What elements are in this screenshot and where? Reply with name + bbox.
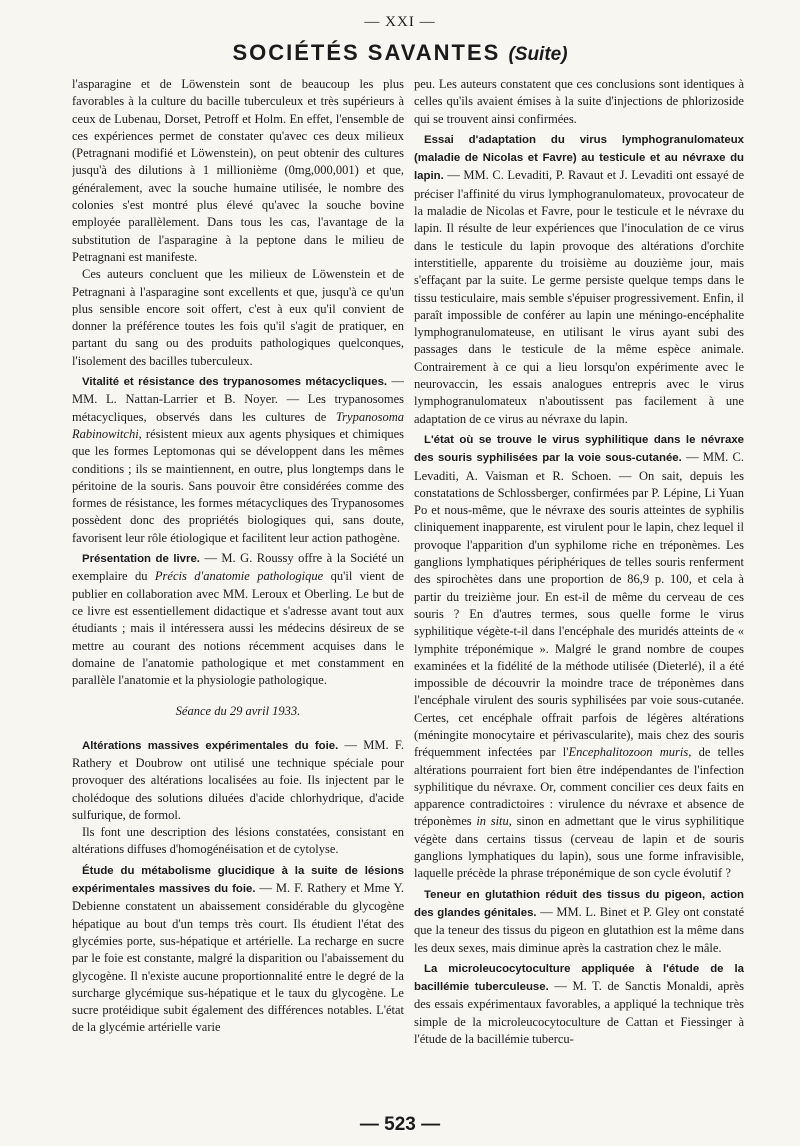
bottom-page-number: — 523 — <box>359 1114 441 1135</box>
paragraph-continued: l'asparagine et de Löwenstein sont de beaucoup les plus favorables à la culture du bacille tuberculeux et très supérieurs à ceux de Lubenau, Dorset, Petroff et Holm. En effet, l'ensemble de ces expériences permet de constater qu'avec ces deux milieux (Petragnani modifié et Löwenstein), on peut obtenir des cultures jusqu'à des dilutions à 1 millionième (0mg,000,001) et que, généralement, avec la souche humaine utilisée, le nombre des colonies s'est montré plus élevé qu'avec la souche bovine employée parallèlement. Dans tous les cas, l'avantage de la substitution de l'asparagine à la peptone dans le milieu de Petragnani est manifeste. <box>72 77 404 264</box>
article-title: Altérations massives expérimentales du foie. <box>82 739 339 752</box>
article-title: La microleucocytoculture appliquée à l'étude de la bacillémie tuberculeuse. <box>414 962 744 994</box>
paragraph-continued: peu. Les auteurs constatent que ces conclusions sont identiques à celles qu'ils avaient émises à la suite d'injections de phlorizoside qui se trouvent ainsi confirmées. <box>414 77 744 126</box>
paragraph: Ils font une description des lésions constatées, consistant en altérations diffuses d'homogénéisation et de cytolyse. <box>72 825 404 857</box>
top-page-number: — XXI — <box>364 14 436 30</box>
article-title: Teneur en glutathion réduit des tissus du pigeon, action des glandes génitales. <box>414 888 744 919</box>
article-presentation-livre: Présentation de livre. — M. G. Roussy offre à la Société un exemplaire du Précis d'anatomie pathologique qu'il vient de publier en collaboration avec MM. Leroux et Oberling. Le but de ce livre est essentiellement didactique et s'adresse avant tout aux étudiants ; mais il intéressera aussi les médecins désireux de se mettre au courant des notions récemment acquises dans le domaine de l'anatomie pathologique et met constamment en parallèle l'anatomie et la physiologie pathologique. <box>72 551 404 688</box>
article-microleucocytoculture: La microleucocytoculture appliquée à l'étude de la bacillémie tuberculeuse. — M. T. de Sanctis Monaldi, après des essais expérimentaux favorables, a appliqué la technique très simple de la microleucocytoculture de Cattan et Fiessinger à l'étude de la bacillémie tubercu- <box>414 962 744 1047</box>
paragraph: Ces auteurs concluent que les milieux de Löwenstein et de Petragnani à l'asparagine sont excellents et que, jusqu'à ce qu'un plus sensible encore soit offert, c'est à eux qu'il convient de donner la préférence toutes les fois qu'il s'agit de pratiquer, en partant du sang ou des produits pathologiques quelconques, l'isolement des bacilles tuberculeux. <box>72 267 404 368</box>
article-metabolisme-glucidique: Étude du métabolisme glucidique à la suite de lésions expérimentales massives du foie. — M. F. Rathery et Mme Y. Debienne constatent un abaissement considérable du glycogène hépatique au bout d'un temps très court. Ils étudient l'état des glycémies porte, sus-hépatique et artérielle. La recharge en sucre par le foie est constante, malgré la disparition ou l'abaissement du glycogène. Il n'existe aucune proportionnalité entre le degré de la surcharge glycémique sus-hépatique et le taux du glycogène. Le sucre protéidique subit également des différences notables. L'état de la glycémie artérielle varie <box>72 864 404 1035</box>
header-title: SOCIÉTÉS SAVANTES <box>232 40 501 65</box>
right-column <box>414 76 744 1116</box>
article-glutathion: Teneur en glutathion réduit des tissus du pigeon, action des glandes génitales. — MM. L. Binet et P. Gley ont constaté que la teneur des tissus du pigeon en glutathion est la même dans les deux sexes, mais diminue après la castration chez le mâle. <box>414 888 744 955</box>
left-column <box>72 76 404 1116</box>
article-title: Vitalité et résistance des trypanosomes métacycliques. <box>82 376 388 389</box>
article-virus-syphilitique: L'état où se trouve le virus syphilitique dans le névraxe des souris syphilisées par la voie sous-cutanée. — MM. C. Levaditi, A. Vaisman et R. Schoen. — On sait, depuis les constatations de Schlossberger, confirmées par P. Lépine, Li Yuan Po et nous-même, que le névraxe des souris atteintes de syphilis cliniquement inapparente, est virulent pour le lapin, chez lequel il provoque l'apparition d'un syphilome riche en tréponèmes. Les ganglions lymphatiques périphériques de telles souris renferment des spirochètes dans une proportion de 86,9 p. 100, et cela à partir du treizième jour. En est-il de même du cerveau de ces souris ? En d'autres termes, sous quelle forme le virus syphilitique végète-t-il dans l'encéphale des muridés atteints de « lymphite tréponémique ». Malgré le grand nombre de coupes examinées et la fidélité de la méthode utilisée (Dieterlé), il a été impossible de découvrir la moindre trace de tréponèmes dans l'encéphale virulent des souris syphilisées par voie sous-cutanée. Certes, cet encéphale offrait parfois de légères altérations (méningite monocytaire et périvascularite), mais chez des souris fréquemment infectées par l'Encephalitozoon muris, de telles altérations pourraient fort bien être indépendantes de l'infection syphilitique du névraxe. Or, comment concilier ces deux faits en apparence contradictoires : virulence du névraxe et absence de tréponèmes in situ, sinon en admettant que le virus syphilitique végète dans certains tissus (cerveau de lapin et de souris ganglions lymphatiques du lapin), sous une forme infravisible, laquelle précède la phrase tréponémique de son cycle évolutif ? <box>414 433 744 881</box>
header-suite: (Suite) <box>508 44 568 65</box>
article-title: Étude du métabolisme glucidique à la suite de lésions expérimentales massives du foie. <box>72 864 404 896</box>
session-date: Séance du 29 avril 1933. <box>175 704 301 719</box>
article-title: L'état où se trouve le virus syphilitique dans le névraxe des souris syphilisées par la voie sous-cutanée. <box>414 433 744 465</box>
article-title: Essai d'adaptation du virus lymphogranulomateux (maladie de Nicolas et Favre) au testicule et au névraxe du lapin. <box>414 133 744 183</box>
article-title: Présentation de livre. <box>82 553 200 566</box>
section-header <box>0 40 800 66</box>
article-trypanosomes: Vitalité et résistance des trypanosomes métacycliques. — MM. L. Nattan-Larrier et B. Noyer. — Les trypanosomes métacycliques, observés dans les cultures de Trypanosoma Rabinowitchi, résistent mieux aux agents physiques et chimiques que les formes Leptomonas qui se développent dans les mêmes conditions ; ils se maintiennent, en outre, plus longtemps dans le péritoine de la souris. Sans pouvoir être considérées comme des formes de résistance, les formes métacycliques des Trypanosomes possèdent donc des propriétés biologiques qui, sans doute, favorisent leur rôle étiologique et facilitent leur action pathogène. <box>72 374 404 545</box>
article-alterations-foie: Altérations massives expérimentales du foie. — MM. F. Rathery et Doubrow ont utilisé une technique spéciale pour provoquer des altérations localisées au foie. Ils injectent par le cholédoque des solutions diluées d'acide chlorhydrique, d'acide sulfurique, de formol. <box>72 737 404 822</box>
article-virus-lymphogranulomateux: Essai d'adaptation du virus lymphogranulomateux (maladie de Nicolas et Favre) au testicule et au névraxe du lapin. — MM. C. Levaditi, P. Ravaut et J. Levaditi ont essayé de préciser l'affinité du virus lymphogranulomateux, provocateur de la maladie de Nicolas et Favre, pour le testicule et le névraxe du lapin. Il résulte de leur expériences que l'inoculation de ce virus dans le testicule du lapin provoque des altérations d'orchite interstitielle, apparente du troisième au douzième jour, mais s'effaçant par la suite. Le germe persiste quelque temps dans le tissu testiculaire, mais semble s'épuiser progressivement. Enfin, il paraît impossible de conférer au lapin une méningo-encéphalite lymphogranulomateuse, en utilisant le virus ayant subi des passages dans le testicule de la même espèce animale. Contrairement à ce qui a lieu lorsqu'on expérimente avec le neurovaccin, les essais analogues entrepris avec le virus lymphogranulomateux n'aboutissent pas facilement à une adaptation de ce virus au névraxe du lapin. <box>414 133 744 426</box>
